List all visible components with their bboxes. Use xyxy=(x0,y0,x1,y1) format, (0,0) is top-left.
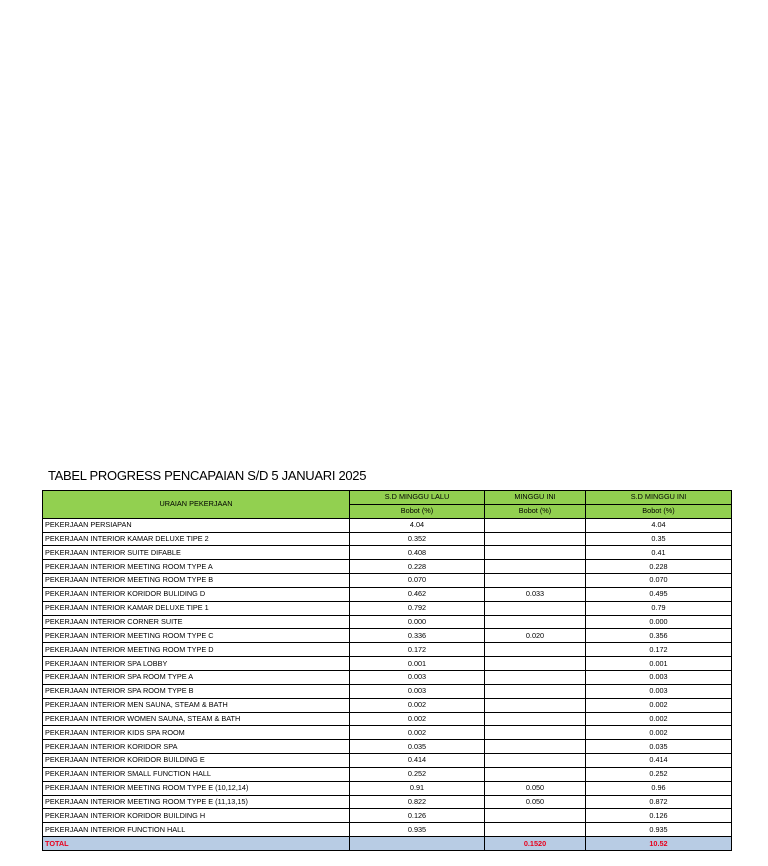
bobot-sd-minggu-ini: 0.35 xyxy=(586,532,732,546)
bobot-minggu-ini xyxy=(485,574,586,588)
work-item-name: PEKERJAAN INTERIOR SPA ROOM TYPE A xyxy=(43,670,350,684)
bobot-minggu-ini xyxy=(485,670,586,684)
bobot-sd-minggu-ini: 0.414 xyxy=(586,754,732,768)
bobot-sd-minggu-lalu: 0.003 xyxy=(350,684,485,698)
header-sd-minggu-ini: S.D MINGGU INI xyxy=(586,491,732,505)
bobot-sd-minggu-ini: 0.228 xyxy=(586,560,732,574)
work-item-name: PEKERJAAN PERSIAPAN xyxy=(43,518,350,532)
header-uraian: URAIAN PEKERJAAN xyxy=(43,491,350,519)
work-item-name: PEKERJAAN INTERIOR MEETING ROOM TYPE E (11,13,15) xyxy=(43,795,350,809)
table-row xyxy=(43,795,732,809)
work-item-name: PEKERJAAN INTERIOR SPA ROOM TYPE B xyxy=(43,684,350,698)
work-item-name: PEKERJAAN INTERIOR MEETING ROOM TYPE E (10,12,14) xyxy=(43,781,350,795)
bobot-sd-minggu-lalu: 0.003 xyxy=(350,670,485,684)
bobot-minggu-ini: 0.020 xyxy=(485,629,586,643)
bobot-minggu-ini xyxy=(485,698,586,712)
work-item-name: PEKERJAAN INTERIOR MEETING ROOM TYPE B xyxy=(43,574,350,588)
bobot-sd-minggu-ini: 0.79 xyxy=(586,601,732,615)
bobot-sd-minggu-lalu: 0.336 xyxy=(350,629,485,643)
bobot-minggu-ini xyxy=(485,823,586,837)
bobot-minggu-ini xyxy=(485,643,586,657)
bobot-sd-minggu-lalu: 0.414 xyxy=(350,754,485,768)
bobot-sd-minggu-ini: 0.41 xyxy=(586,546,732,560)
bobot-sd-minggu-ini: 0.495 xyxy=(586,587,732,601)
table-row xyxy=(43,670,732,684)
table-title: TABEL PROGRESS PENCAPAIAN S/D 5 JANUARI 2025 xyxy=(48,468,367,483)
bobot-minggu-ini xyxy=(485,809,586,823)
table-row xyxy=(43,601,732,615)
table-row xyxy=(43,560,732,574)
bobot-minggu-ini xyxy=(485,615,586,629)
bobot-minggu-ini xyxy=(485,767,586,781)
header-minggu-ini: MINGGU INI xyxy=(485,491,586,505)
table-row xyxy=(43,629,732,643)
table-row xyxy=(43,726,732,740)
bobot-sd-minggu-lalu: 0.035 xyxy=(350,740,485,754)
work-item-name: PEKERJAAN INTERIOR KORIDOR SPA xyxy=(43,740,350,754)
total-label: TOTAL xyxy=(43,837,350,851)
work-item-name: PEKERJAAN INTERIOR KAMAR DELUXE TIPE 2 xyxy=(43,532,350,546)
bobot-sd-minggu-lalu: 0.792 xyxy=(350,601,485,615)
table-row xyxy=(43,698,732,712)
work-item-name: PEKERJAAN INTERIOR KIDS SPA ROOM xyxy=(43,726,350,740)
work-item-name: PEKERJAAN INTERIOR FUNCTION HALL xyxy=(43,823,350,837)
bobot-sd-minggu-lalu: 0.822 xyxy=(350,795,485,809)
bobot-sd-minggu-ini: 0.172 xyxy=(586,643,732,657)
table-body xyxy=(43,518,732,850)
bobot-minggu-ini: 0.050 xyxy=(485,795,586,809)
work-item-name: PEKERJAAN INTERIOR WOMEN SAUNA, STEAM & BATH xyxy=(43,712,350,726)
bobot-minggu-ini: 0.033 xyxy=(485,587,586,601)
bobot-sd-minggu-lalu: 0.126 xyxy=(350,809,485,823)
bobot-sd-minggu-ini: 0.002 xyxy=(586,712,732,726)
work-item-name: PEKERJAAN INTERIOR SMALL FUNCTION HALL xyxy=(43,767,350,781)
bobot-sd-minggu-lalu: 0.070 xyxy=(350,574,485,588)
bobot-sd-minggu-ini: 0.001 xyxy=(586,657,732,671)
work-item-name: PEKERJAAN INTERIOR CORNER SUITE xyxy=(43,615,350,629)
bobot-sd-minggu-ini: 0.126 xyxy=(586,809,732,823)
bobot-sd-minggu-lalu: 0.228 xyxy=(350,560,485,574)
bobot-sd-minggu-lalu: 0.001 xyxy=(350,657,485,671)
bobot-sd-minggu-lalu: 0.91 xyxy=(350,781,485,795)
table-row xyxy=(43,643,732,657)
bobot-minggu-ini xyxy=(485,726,586,740)
bobot-sd-minggu-lalu: 0.462 xyxy=(350,587,485,601)
bobot-sd-minggu-lalu: 4.04 xyxy=(350,518,485,532)
table-row xyxy=(43,809,732,823)
table-row xyxy=(43,518,732,532)
bobot-sd-minggu-ini: 0.003 xyxy=(586,670,732,684)
bobot-minggu-ini xyxy=(485,518,586,532)
bobot-sd-minggu-ini: 0.002 xyxy=(586,698,732,712)
bobot-minggu-ini xyxy=(485,560,586,574)
table-row xyxy=(43,781,732,795)
work-item-name: PEKERJAAN INTERIOR KORIDOR BUILDING E xyxy=(43,754,350,768)
total-sd-minggu-lalu xyxy=(350,837,485,851)
table-row xyxy=(43,823,732,837)
subheader-bobot: Bobot (%) xyxy=(586,504,732,518)
table-row xyxy=(43,615,732,629)
table-row xyxy=(43,532,732,546)
bobot-sd-minggu-lalu: 0.408 xyxy=(350,546,485,560)
bobot-sd-minggu-lalu: 0.352 xyxy=(350,532,485,546)
work-item-name: PEKERJAAN INTERIOR MEN SAUNA, STEAM & BATH xyxy=(43,698,350,712)
bobot-sd-minggu-ini: 0.000 xyxy=(586,615,732,629)
bobot-sd-minggu-lalu: 0.002 xyxy=(350,698,485,712)
work-item-name: PEKERJAAN INTERIOR SUITE DIFABLE xyxy=(43,546,350,560)
work-item-name: PEKERJAAN INTERIOR KORIDOR BULIDING D xyxy=(43,587,350,601)
total-minggu-ini: 0.1520 xyxy=(485,837,586,851)
table-row xyxy=(43,767,732,781)
bobot-minggu-ini xyxy=(485,684,586,698)
bobot-sd-minggu-ini: 0.070 xyxy=(586,574,732,588)
table-row xyxy=(43,546,732,560)
table-row xyxy=(43,754,732,768)
work-item-name: PEKERJAAN INTERIOR SPA LOBBY xyxy=(43,657,350,671)
work-item-name: PEKERJAAN INTERIOR KAMAR DELUXE TIPE 1 xyxy=(43,601,350,615)
bobot-sd-minggu-lalu: 0.172 xyxy=(350,643,485,657)
bobot-minggu-ini xyxy=(485,712,586,726)
table-row xyxy=(43,657,732,671)
table-row xyxy=(43,574,732,588)
bobot-sd-minggu-ini: 0.96 xyxy=(586,781,732,795)
bobot-minggu-ini xyxy=(485,657,586,671)
total-row xyxy=(43,837,732,851)
subheader-bobot: Bobot (%) xyxy=(350,504,485,518)
bobot-sd-minggu-ini: 0.003 xyxy=(586,684,732,698)
bobot-sd-minggu-ini: 0.002 xyxy=(586,726,732,740)
bobot-sd-minggu-lalu: 0.002 xyxy=(350,726,485,740)
table-row xyxy=(43,587,732,601)
bobot-sd-minggu-lalu: 0.002 xyxy=(350,712,485,726)
work-item-name: PEKERJAAN INTERIOR MEETING ROOM TYPE C xyxy=(43,629,350,643)
bobot-sd-minggu-ini: 0.935 xyxy=(586,823,732,837)
work-item-name: PEKERJAAN INTERIOR KORIDOR BUILDING H xyxy=(43,809,350,823)
bobot-minggu-ini xyxy=(485,532,586,546)
total-sd-minggu-ini: 10.52 xyxy=(586,837,732,851)
bobot-sd-minggu-lalu: 0.252 xyxy=(350,767,485,781)
work-item-name: PEKERJAAN INTERIOR MEETING ROOM TYPE D xyxy=(43,643,350,657)
header-sd-minggu-lalu: S.D MINGGU LALU xyxy=(350,491,485,505)
table-row xyxy=(43,684,732,698)
bobot-sd-minggu-ini: 0.872 xyxy=(586,795,732,809)
bobot-minggu-ini xyxy=(485,601,586,615)
work-item-name: PEKERJAAN INTERIOR MEETING ROOM TYPE A xyxy=(43,560,350,574)
bobot-minggu-ini xyxy=(485,754,586,768)
bobot-sd-minggu-ini: 4.04 xyxy=(586,518,732,532)
bobot-sd-minggu-lalu: 0.000 xyxy=(350,615,485,629)
table-row xyxy=(43,712,732,726)
bobot-sd-minggu-ini: 0.252 xyxy=(586,767,732,781)
table-row xyxy=(43,740,732,754)
bobot-minggu-ini: 0.050 xyxy=(485,781,586,795)
subheader-bobot: Bobot (%) xyxy=(485,504,586,518)
bobot-sd-minggu-ini: 0.356 xyxy=(586,629,732,643)
bobot-sd-minggu-lalu: 0.935 xyxy=(350,823,485,837)
bobot-minggu-ini xyxy=(485,740,586,754)
bobot-sd-minggu-ini: 0.035 xyxy=(586,740,732,754)
bobot-minggu-ini xyxy=(485,546,586,560)
progress-table xyxy=(42,490,732,851)
